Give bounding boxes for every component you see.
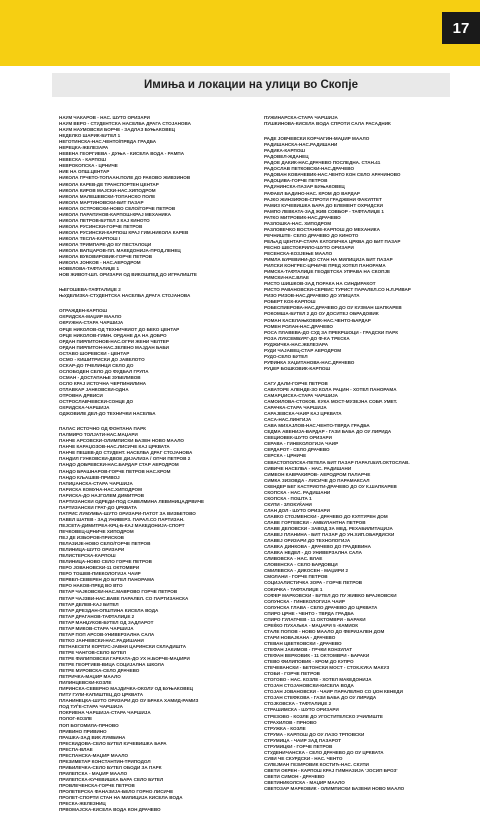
street-entry: САМОИЛОВА-СТОКОВ. КУКА МОСТ-МУЗЕЈНА СОБР. УМЕТ. (264, 399, 398, 405)
street-entry: РОМЕН РОЛАН-НАС.ДРАЧЕВО (264, 323, 333, 329)
page-number: 17 (442, 12, 480, 44)
street-entry: ОГРАЖДЕН-КАРПОШ (59, 308, 108, 314)
street-entry: ПРОЛЕТЕРСКА ФАНАЗИЈА-БЕЛО ГОРНО ЛИСИЧЕ (59, 789, 174, 795)
street-entry: ПЕЛИНИЦА-НОВО СЕЛО ГОРЧЕ ПЕТРОВ (59, 559, 152, 565)
street-entry: СЛОВЕНСКА - СЕЛО БАРДОВЦИ (264, 562, 338, 568)
street-entry: РОСА ПЛАВЕВА-ДО СУД ЗА ПРЕКРШОЦИ - ГРАДСКИ ПАРК (264, 329, 398, 335)
street-entry: СОФЕР МАРКОВСКИ - БУТЕЛ ДО ПУ ЖИВКО БРАЈКОВСКИ (264, 592, 397, 598)
street-entry: СЛАВКА НЕДЕЛ - ДО УНИВЕРЗАЛНА САЛА (264, 550, 362, 556)
group-spacer (59, 278, 245, 287)
street-entry: ЊУДЕЛИЗКА-СТУДЕНТСКА НАСЕЛБА ДРАГА СТОЈАНОВА (59, 293, 191, 299)
street-entry: ОСКАР-ДО ПЧЕЛИНЦИ СЕЛО ДО (59, 362, 134, 368)
street-entry: РИМСКА-ТАФТАЛИЏЕ ГЕОДЕТСКА УПРАВА НА СКОПЈЕ (264, 269, 391, 275)
street-entry: СВЕТИ СИМОН - ДРАЧЕВО (264, 773, 325, 779)
street-entry: ПЕТРЕ МУРОВСКА-СЕЛО ДРАЧЕВО (59, 668, 140, 674)
street-entry: СТАРИ НОВАЈКАНА - ДРАЧЕВО (264, 634, 336, 640)
street-entry: СЛАВЕЈ ОРИЗАРИ ДО ТЕХНОЛОГИЈА (264, 538, 351, 544)
street-list-left-column (59, 115, 245, 813)
street-entry: ПАНЧЕ АРСОВСКИ-ОЛИМПИСКИ БАЗЕН НОВО МААЛО (59, 438, 184, 444)
street-entry: ПРОВЛЕЧЕНСКА-ГОРЧЕ ПЕТРОВ (59, 782, 135, 788)
street-entry: ОРЦЕ НИКОЛОВ-ОД ТЕХНИЧКИОТ ДО БЕКО ЦЕНТАР (59, 326, 180, 332)
street-entry: НИКОЛА ПАРАПУНОВ-КАРПОШ-КРАЈ МЕХАНИКА (59, 211, 171, 217)
street-entry: ПАЛАС ИСТОЧНО ОД ФОНТАНА ПАРК (59, 426, 146, 432)
street-entry: САВАТОРЕ АЛЕНДЕ-ЗО КОЛА РАЦИН - ХОТЕЛ ПАНОРАМА (264, 386, 397, 392)
street-entry: РАДЕ ЈОВЧЕВСКИ КОРЧАГИН-МАЏИР МААЛО (264, 136, 370, 142)
street-entry: СЛАВКА ДИНКОВА - ДРАЧЕВО ДО ГРАДЕВИНА (264, 544, 371, 550)
street-entry: СИМЕОН КАВРАКИРОВ- АЕРОДРОМ ПАЛАРЧЕ (264, 471, 371, 477)
street-entry: ОРДАН ПИРЛИТОН-НАС.ЗЕЛЕНО МАЈДАН БАБИ (59, 344, 169, 350)
street-entry: РОКОМША-БУТЕЛ 2 ДО ОУ ДОСИТЕЈ ОБРАДОВИК (264, 311, 379, 317)
street-entry: ОСЛО КРАЈ ИСТОЧНА ЧЕРПИНИЛИНА (59, 380, 147, 386)
street-entry: РАДОЦИВА-ГОРЧЕ ПЕТРОВ (264, 178, 328, 184)
street-entry: ОДЖОВИЛЕ ДЕЛ-ДО ТЕХНИЧКИ НАСЕЛБА (59, 411, 156, 417)
street-entry: РУДИ ЧАЈАВЕЦ-СТАР АЕРОДРОМ (264, 347, 342, 353)
street-entry: ПЕТРЕ ФИЛИПОВСКИ ГАРКАТА-ДО УХ Н.БОРЧЕ-МАЏИРИ (59, 655, 190, 661)
street-entry: РАДОЕ ДАКИК-НАС.ДРАЧЕВО ПОСЛЕДНА. СТАН.41 (264, 160, 381, 166)
street-entry: ПАРИСКА КОМУНА-НАС.ХИПОДРОМ (59, 486, 142, 492)
street-entry: СТОЈАН ЈОВАНОВСКИ - ЧАИР ПАРАЛЕЛНО СО ЏОН КЕНЕДИ (264, 689, 403, 695)
street-entry: ОСЛОБОДЕН СЕЛО ДО ФУДБАЛ ГРУПА (59, 368, 149, 374)
street-entry: СКУПИ - ЗЛОКУЌАНИ (264, 501, 312, 507)
street-entry: СТРУЖКА - КОЗЛЕ (264, 725, 306, 731)
street-entry: СЛАВЕ ГОРГЕВСКИ - АМБУЛАНТНА ПЕТРОВ (264, 520, 366, 525)
street-entry: ПРИБИЛЕЧКА-СЕЛО БУТЕЛ ОБОДИ ЗА ПАРК (59, 764, 162, 770)
street-entry: НИКОЛА ГРЧЕТО-ТОПААН.ПОЛЕ ДО РАКОВО ЖИВЗИНОВ (59, 175, 191, 181)
street-entry: ПАНЧЕ ПЕШЕВ-ДО СТУДЕНТ. НАСЕЛБА ДРАГ СТОЈАНОВА (59, 450, 193, 456)
street-entry: РАМИЗ КУЧЕВИШКА БАРА ДО ЕЛЕМЕНТ ОХРИДСКИ (264, 202, 383, 208)
street-entry: ОКРУЖНА-СТАРА ЧАРШИЈА (59, 320, 124, 326)
street-entry: ПЕТАР ДРЕЗДАН-ОПШТИНА КИСЕЛА ВОДА (59, 607, 159, 613)
street-entry: ПАТРИС ЛУМУМБА-ШУТО ОРИЗАРИ-ПАТОТ ЗА ВИЗБЕТОВО (59, 510, 196, 516)
street-entry: СТРУМИЦА - ЧАИР ЗАД ПАЗАРОТ (264, 737, 342, 743)
street-entry: ПЕТРИЧКА-МАЏИР МААЛО (59, 674, 121, 680)
street-entry: РЕСЕНСКА-КОЗЈЕЊЕ МААЛО (264, 250, 333, 256)
street-entry: РИЗО РИЗОВ-НАС.ДРАЧЕВО ДО УЛИЦАТА (264, 293, 360, 299)
street-entry: ПРЕСПА-ВЛАЕ (59, 746, 93, 752)
group-spacer (59, 299, 245, 308)
street-entry: СТЕФАН ВЕРКОВИК - 11 ОКТОМВРИ - БАРАКИ (264, 653, 370, 659)
street-entry: ПЕЧКОВЕЦ-ЦРНИЧЕ ХИПОДРОМ (59, 529, 134, 534)
street-entry: НИКОЛА ТЕСЛА-КАРПОШ І (59, 235, 121, 241)
group-spacer (59, 417, 245, 426)
street-entry: НИКОЛА ОСТРОВСКИ-НОВО СЕЛО/ГОРЧЕ ПЕТРОВ (59, 205, 176, 211)
street-entry: СЛИВОВСКА - НАС. ВЛАЕ (264, 556, 323, 562)
street-entry: СТЕВАН ЦВЕТКОВСКИ - ДРАЧЕВО (264, 640, 342, 646)
street-entry: СТОЈАН СТЕФКОВА - ГАЗИ БАБА ДО ОУ ЛИРИДА (264, 695, 377, 701)
street-entry: ПЕЛИСТЕРСКА-КАРПОШ (59, 553, 116, 559)
street-entry: ПЕТРЕ ГЕОРГИЕВ-ВИЦА СОЦИЈАЛНА ШКОЛА (59, 662, 165, 668)
street-entry: НАУМ ВЕРО - СТУДЕНТСКА НАСЕЛБА ДРАГА СТОЈАНОВА (59, 121, 191, 127)
street-entry: РАЈКО ЖИНЗИФОВ-СПРОТИ ГРАДЖЕНИ ФАКУЛТЕТ (264, 196, 382, 202)
street-entry: САВА МИХАЈЛОВ-НАС.ЧЕНТО-ТВРДА ГРАДБА (264, 423, 370, 429)
street-entry: СОЦИЈАЛИСТИЧКА ЗОРА - ГОРЧЕ ПЕТРОВ (264, 580, 363, 586)
street-entry: СКЕНДЕР БЕГ КАСТРИОТИ-ДРАЧЕВО ДО ОУ К.ШАПКАРЕВ (264, 483, 397, 489)
street-entry: СЕВАСТОПОЛСКА-ПЕТЕЛА БИТ ПАЗАР ПАРАЛ.БУЛ.ОКТОСЛАВ. (264, 459, 410, 465)
street-entry: РАДОВЕЛ-ЖДАНЕЦ (264, 154, 309, 160)
street-entry: ПУШКИНОВА-КИСЕЛА ВОДА СПРОТИ САЛА РАСАДНИК (264, 121, 391, 127)
street-entry: САРАЧКА-СТАРА ЧАРШИЈА (264, 405, 327, 411)
street-entry: СОЛУНСКА ГЛАВА - СЕЛО ДРАЧЕВО ДО ЦРКВАТА (264, 604, 378, 610)
street-entry: РАЗЛОВЕЧКО ВОСТАНИЕ-КАРПОШ ДО МЕХАНИКА (264, 226, 380, 232)
street-entry: СЕДМА АВЕНИЈА-ВАРДАР - ГАЗИ БАБА ДО ОУ ЛИРИДА (264, 429, 392, 435)
section-title: Имиња и локации на улици во Скопје (144, 79, 358, 91)
street-entry: ПИЛИНЦЕВСКИ-КОЗЛЕ (59, 680, 112, 686)
street-entry: ПОП БОГОМИЛА-ПРНОВО (59, 722, 119, 728)
street-entry: СЛАВЕ ДЕЛОВСКИ - ЗАВОД ЗА МЕД. РЕХАБИЛИТАЦИЈА (264, 526, 393, 532)
street-entry: СТОЈАН СТОЈАНОВСКИ-КИСЕЛА ВОДА (264, 683, 354, 689)
street-entry: САГУ ДАЛИ-ГОРЧЕ ПЕТРОВ (264, 380, 328, 386)
street-entry: ОСТРОСЛАВЧЕВСКИ-СОНЦЕ ДО (59, 399, 134, 405)
street-entry: ОТРОВНА ДРВИСИ (59, 393, 103, 399)
street-entry: САМАРЏИСКА-СТАРА ЧАРШИЈА (264, 393, 338, 399)
street-entry: НЕДЕЛКО ШАРИК-БУТЕЛ 1 (59, 133, 121, 139)
street-entry: РАМПО ЛЕВКАТА-ЗАД ЖИВ СОВБОР - ТАФТАЛИЏЕ 1 (264, 208, 384, 214)
street-entry: ОТЛАВКАР ЈАНКОВСКИ-ОДНА (59, 386, 129, 392)
street-entry: СУЛЕЈМАН ГЕЗИРОВИК КОСТИЋ-НАС. СКУПИ (264, 761, 369, 767)
street-entry: ЊЕГОШЕВА-ТАФТАЛИЏЕ 2 (59, 287, 121, 293)
street-entry: ПАПИЏАНСКА-СТАРА ЧАРШИЈА (59, 480, 133, 486)
street-entry: ПИТУ ГУЛИ-КАПИШТЕЦ ДО ЦРКВАТА (59, 692, 144, 698)
street-entry: РЕЧНИШТЕ- СЕЛО ДРАЧЕВО ДО КИНОТО (264, 232, 359, 238)
street-entry: СТУДЕНИЧАНСКА - СЕЛО ДРАЧЕВО ДО ОУ ЦРКВАТА (264, 749, 384, 755)
street-entry: СТОЈКОВСКА - ТАФТАЛИЏЕ 2 (264, 701, 332, 707)
street-entry: ПУЖИНАРСКА-СТАРА ЧАРШИЈА (264, 115, 338, 120)
street-entry: СТРАШИМСКА - ШУТО ОРИЗАРИ (264, 707, 339, 713)
street-entry: ПЕТАР МАНЏУКОВ-БУТЕЛ ОД ЗАДЛАРОТ (59, 619, 154, 625)
street-entry: ПОД ТУЃЕ-СТАРА ЧАРШИЈА (59, 704, 123, 710)
street-entry: ПРВОМАЈСКА-КИСЕЛА ВОДА КОН ДРАЧЕВО (59, 807, 161, 813)
street-entry: НИКОЛА РУСИНСКИ-ГОРЧЕ ПЕТРОВ (59, 223, 143, 229)
street-entry: СТРЕЗОВО - КОЗЛЕ ДО УГОСТИТЕЛСКО УЧИЛИШТЕ (264, 713, 383, 719)
street-entry: НИКОЛА МАРТИНОВСКИ-БИТ ПАЗАР (59, 199, 144, 205)
street-entry: СТРАХИЛОВ - ПРНОВО (264, 719, 317, 725)
street-entry: ПРЕСКИДОВА-СЕЛО БУТЕЛ КУЧЕВИШКА БАРА (59, 740, 167, 746)
street-entry: СТЕЧЕВАНСКИ - БЕТОНСКИ МОСТ - СТОК.КУКА МАКУЗ (264, 665, 390, 671)
street-entry: СМИЛЕВСКА - ДИКОСЕН - МАЏИРИ 2 (264, 568, 349, 574)
street-entry: ПЕТАР ЧАЈЗВИ-НАС.ВАВЕ ПАРАЛЕЛ. СО ПАРТИЗАНСКА (59, 595, 189, 601)
street-entry: РИСТО ШИШКОВ-ЗАД ПОРАКА НА СИНДИРАКОТ (264, 281, 376, 287)
street-entry: НИКОЛА МАЛЕШЕВСКИ-ТОПАНСКО ПОЛЕ (59, 193, 156, 199)
section-title-bar (52, 73, 450, 97)
street-entry: НИКОЛА ВУКОВИРОВИК-ГОРЧЕ ПЕТРОВ (59, 254, 153, 260)
street-entry: ПЕРО ТОШЕВ-ПИЕКОЛОГИЈА ЧАИР (59, 571, 141, 577)
street-entry: ПЕТРЕ ЧАНГОВ-СЕЛО БУТЕЛ (59, 649, 126, 655)
street-entry: СЛАН ДОЛ - ШУТО ОРИЗАРИ (264, 507, 330, 513)
street-entry: ПАНДО БРАШНАРОВ-ГОРЧЕ ПЕТРОВ НАС.КРОМ (59, 468, 171, 474)
street-entry: ПРЕЗИМЕТАР КОНСТАНТИН-ТРИПОДОЛ (59, 758, 151, 764)
group-spacer (264, 127, 450, 136)
street-entry: НАУМ ЧАКАРОВ - НАС. ШУТО ОРИЗАРИ (59, 115, 150, 120)
street-entry: НЕВЕНА ГЕОРГИЕВА - ДУЊА - КИСЕЛА ВОДА - РАМПА (59, 151, 185, 157)
street-entry: СТЕВО ФИЛИПОВИК - КРОМ ДО КУПРО (264, 659, 354, 665)
street-entry: НИКОЛА КИРОВ МАЈСКИ-НАС.ХИПОДРОМ (59, 187, 156, 193)
street-entry: РОБЕСПИЕРОВА-НАС.ДРАЧЕВО ДО ОУ КУЗМАН ШАПКАРЕВ (264, 305, 402, 311)
street-entry: ПЕТАР ПОП АРСОВ-УНИВЕРЗАЛНА САЛА (59, 631, 155, 637)
street-entry: ПАВЕЛ ШАТЕВ - ЗАД УНИВЕРЗ. ПАРАЛ.СО ПАРТИЗАН. (59, 516, 185, 522)
street-entry: РИМЛА БУРЕВИНИ-ДО СТАН НА МИЛИЦИЈА БИТ ПАЗАР (264, 257, 393, 263)
street-entry: ПРИЛЕПСКА-КУЧЕВИШКА БАРА СЕЛО БУТЕЛ (59, 776, 164, 782)
street-entry: САСА-НАС.ЛИНГИЈА (264, 417, 312, 423)
street-entry: СВЕТИНИКОЛСКА - МАЏИР МААЛО (264, 780, 345, 786)
street-entry: РУДЖИЧКА-НАС.ЖЕЛЕЗАРА (264, 341, 329, 347)
street-entry: НЕРЕЦКА-ЖЕЛЕЗАРА (59, 145, 109, 151)
street-entry: ПЕРО НАКОВ-ПРЕД ВО ВТО (59, 583, 123, 589)
street-entry: СТОБИ - ГОРЧЕ ПЕТРОВ (264, 671, 320, 677)
street-entry: РАФАЕЛ БАДИНО-НАС. КРОМ ДО ВАРДАР (264, 190, 360, 196)
street-entry: ОСТАВО ШОРЕВСКИ - ЦЕНТАР (59, 350, 130, 356)
street-entry: НИКОЛА ПЕТРОВ-БУТЕЛ 2 КАЈ КИНОТО (59, 217, 150, 223)
street-entry: СВЕТОЗАР МАРКОВИК - ОЛИМПИСКИ БАЗЕНИ НОВО МААЛО (264, 786, 405, 792)
street-entry: РЕЉАД ЦЕНТАР-СТАРА КАТОЛИЧКА ЦРКВА ДО БИТ ПАЗАР (264, 238, 401, 244)
street-entry: ОСМО - КИШИТРИСКИ ДО ЈАВЕЛОТО (59, 356, 145, 362)
street-entry: СКОПСКА - ПОШТА 1 (264, 495, 312, 501)
street-entry: СТАЛЕ ПОПОВ - НОВО МААЛО ДО ФЕРИЈАЛЕН ДОМ (264, 628, 385, 634)
street-entry: НИКОЛА ЈОНКОВ - НАС.АЕРОДРОМ (59, 260, 141, 266)
street-entry: РУДО-СЕЛО БУТЕЛ (264, 353, 308, 359)
street-entry: РАДИКА-КАРПОШ (264, 148, 306, 154)
street-entry: ПЕЈ ДЕ ИЗБОРОВ-ПРИСКОВ (59, 535, 124, 541)
street-entry: СКОПСКА - НАС. РАДИШАНИ (264, 489, 331, 495)
street-entry: ОРЦЕ НИКОЛОВ-ГИМН. ОРДАНЕ ДА НА ДОБРО (59, 332, 167, 338)
street-entry: НОВ ЖИВОТ-ШЛ. ОРИЗАРИ ОД ВИКОШПЕД ДО ИГРАЛИШТЕ (59, 272, 197, 278)
street-entry: ОРДАН ПИРЛИТОНОВ-НАС.ОГРИ ЖЕНИ ЧЕЛТЕР (59, 338, 169, 344)
street-entry: СЛАВКО СТОЈМЕНСКИ - ДРАЧЕВО ДО КУЛТУРЕН ДОМ (264, 513, 388, 519)
street-entry: ОХРИДСКА-ЧАРШИЈА (59, 405, 110, 411)
street-entry: СУВИ ЧЕ СКУРДСКИ - НАС. ЧЕНТО (264, 755, 343, 761)
street-entry: СЛАВЕЈ ПЛАНИНА - БИТ ПАЗАР ДО УН.ХИП.ОБАРДИСКИ (264, 532, 395, 538)
street-entry: ПОЛОГ-КОЗЛЕ (59, 716, 93, 722)
street-entry: ПЕТАР ЧАЈКОВСКИ-НАС.МАВРОВО ГОРЧЕ ПЕТРОВ (59, 589, 178, 595)
street-entry: ПАРТИЗАНСКИ ОДРЕДИ-ПОД САВЕЛМИНА ЛЕВИНИЦАДРВИЧЕ (59, 498, 205, 504)
street-entry: ПАЛМИРО ТОЛЈАТИ-НАС.МАЏАРИ (59, 432, 138, 438)
street-entry: НЕГОТИНСКА-НАС.ЧЕНТО/ПРВДА ГРАДБА (59, 139, 157, 145)
street-entry: САРАЈЕВСКА-ЧАИР КАЈ ЦРКВАТА (264, 411, 342, 417)
street-entry: ПЕРО ЈОВАНОВСКИ-11 ОКТОМВРИ (59, 565, 140, 571)
street-entry: СОЛУНСКА - ГИНЕКОЛОГИЈА ЧАИР (264, 598, 345, 604)
street-entry: НИКОЛА КАРЕВ-ДЕ ТРАНСПОРТЕН ЦЕНТАР (59, 181, 159, 187)
street-entry: РИМСКИ-НАС.ВЛАЕ (264, 275, 310, 281)
street-entry: ПРИЛЕПСКА - МАЏИР МААЛО (59, 770, 128, 776)
street-entry: РОБЕРТ КОХ-КАРПОШ (264, 299, 316, 305)
street-entry: ОХРИДСКА-МАЏИР МААЛО (59, 314, 122, 320)
street-entry: ПРАШКА-ЗАД ВИК ЛУМБИНА (59, 734, 126, 740)
street-entry: НИКОЛА ВАПЦАРОВ-ПЛ. МАКЕДОНИЈА-ПРОД.ЛЕНЕЦ (59, 248, 181, 254)
street-entry: НИКОЛА ТРИМПАРЕ-ДО ЕУ ПЕСТАЛОЦИ (59, 241, 152, 247)
street-entry: НАУМ НАУМОВСКИ БОРЧЕ - ЗАДЛАЗ БУЊАКОВЕЦ (59, 127, 175, 133)
street-entry: РИЛСКИ КОНГРЕС-ЦРНИЧЕ ПРЕД ХОТЕЛ ПАНОРАМА (264, 263, 386, 269)
street-entry: ПЕТКО ЈАНЧЕВСКИ-НАС.РАДИШАНИ (59, 637, 144, 643)
street-entry: СМОЛАНИ - ГОРЧЕ ПЕТРОВ (264, 574, 328, 580)
street-entry: СПИРО ГУЛАПЧЕВ - 11 ОКТОМВРИ - БАРАКИ (264, 616, 366, 622)
street-entry: РАДОСЛАВ ПЕТКОВСКИ-НАС.ДРАЧЕВО (264, 166, 355, 172)
street-entry: РОЗА ЛУКСЕМБУРГ-ДО Ф-КА ТРЕСКА (264, 335, 350, 341)
street-entry: СВЕТИ ОКРЕН - КАРПОШ КРАЈ ГИМНАЗИЈА 'ЈОСИП БРОЗ' (264, 767, 398, 773)
street-entry: СПИРО ЦРНЕ - ЧЕНТО - ТВРДА ГРАДБА (264, 610, 354, 616)
street-entry: ПЛАНИНЕЦКА-ШУТО ОРИЗАРИ ДО ОУ БРАКА ХАМИД-РАМИЗ (59, 698, 199, 704)
street-entry: ПЕЛИНИЦА-ШУТО ОРИЗАРИ (59, 547, 125, 553)
street-entry: ПОКРИЕНА ЧАРШИЈА-СТАРА ЧАРШИЈА (59, 710, 151, 716)
street-entry: РАДИШАНСКА-НАС.РАДИШАНИ (264, 142, 338, 148)
street-entry: ПЕТАР ДРАГАНОВ-ТАФТАЛИЏЕ 2 (59, 613, 135, 619)
street-entry: ПРОЛЕТ-СПОРТИ СТАН НА МИЛИЦИЈА КИСЕЛА ВОДА (59, 795, 183, 801)
street-entry: ПЕЈСЕТА-ДИМИТРЕА-КРЦ-Б-КАЈ МАКЕДОНИЈА-СПОРТ (59, 522, 185, 528)
street-entry: ПРЕСКА-ЖЕЛЕЗНИЦ (59, 801, 106, 807)
street-entry: ПАРИСКА-ДО НАЈГОЛЕМ ДИМИТРОВ (59, 492, 145, 498)
street-entry: РУЏЕР БОШКОВИК-КАРПОШ (264, 365, 331, 371)
street-entry: ПЕТАР МИКОВ-СТАРА ЧАРШИЈА (59, 625, 134, 631)
street-entry: НЕВЕСКА - КАРПОШ (59, 157, 106, 163)
street-entry: ПИРИНСКА-СЕВЕРНО МАЈДИЧКА-ОКОЛУ ОД БУЊАКОВЕЦ (59, 686, 194, 692)
street-entry: СТЕФАН ЈАКИМОВ - ГРЧКИ КОНЗУЛАТ (264, 646, 353, 652)
street-list-right-column (264, 115, 450, 792)
street-entry: СИМКА ЗИЗОВДА - ЛИСИЧЕ ДО ПАРАМАКСАЛ (264, 477, 370, 483)
street-entry: НОВЕЛОВА-ТАФТАЛИЏЕ 1 (59, 266, 120, 272)
street-entry: ПЕТНАЕСЕТИ КОРПУС-ЈАВНИ ЦАРИНСКИ СКЛАДИШТА (59, 643, 187, 649)
street-entry: РОМАН КАСЕЛАЊКОВИК-НАС.ЧЕНТО-БАРДАР (264, 317, 371, 323)
street-entry: СИВИЧЕ НАСЕЛБА - НАС. РАДИШАНИ (264, 465, 352, 471)
street-entry: ОСМАН - ДОСТАПАЊЕ ЗУБЕЛИВОВ (59, 374, 141, 380)
street-entry: ПАНДИЛ ГУНКОВСКИ-ДВОЕ ДИЈАЛИЗА / ОПЧИ ПЕТРОВ 2 (59, 456, 191, 462)
street-entry: РИСТО РАВАНОВСКИ-СЕРВИС ТУРИСТ ПАРАЛЕЛ.СО Н.Л.РИВАР (264, 287, 411, 293)
street-entry: НЕВРОКОПСКА - ЦРНИЧЕ (59, 163, 118, 169)
street-entry: ПАНДО ДОБРЕВСКИ-НАС.БАРДАР СТАР АЕРОДРОМ (59, 462, 179, 468)
group-spacer (264, 372, 450, 381)
street-entry: НИЕ НА ОПШ.ЦЕНТАР (59, 169, 110, 175)
street-entry: СОКИЧКА - ТАФТАЛИЏЕ 1 (264, 586, 323, 592)
street-entry: РАДОВАН КОВАЧЕВИК-НАС.ЧЕНТО КОН СЕЛО АРАЧИНОВО (264, 172, 401, 178)
header-strip (0, 0, 480, 66)
street-entry: ПЕТАР ДЕЛЕВ-КАЈ БИТЕЛ (59, 601, 119, 607)
street-entry: СЕЕЦИОВЕК-ШУТО ОРИЗАРИ (264, 435, 332, 441)
street-entry: ПАНЧЕ КАРАЏОЗОВ-НАС.ЛИСИЧЕ КАЈ ЦРКВАТА (59, 444, 170, 450)
street-entry: ПЕЛАЗИЈЕ-НОВО СЕЛО/ГОРЧЕ ПЕТРОВ (59, 541, 151, 547)
street-entry: СЕРАВА - ГИНЕКОЛОГИЈА ЧАИР (264, 441, 339, 447)
street-entry: ПАНДО КЉАШЕВ-ПРИВОЈ (59, 474, 120, 480)
street-entry: РАЗЛОШКА-НАС. ХИПОДРОМ (264, 220, 332, 226)
street-entry: СЕРДАРОТ - СЕЛО ДРАЧЕВО (264, 447, 330, 453)
street-entry: СТРУМИЦКИ - ГОРЧЕ ПЕТРОВ (264, 743, 333, 749)
street-entry: РАТКО МИТРОВИК-НАС.ДРАЧЕВО (264, 214, 341, 220)
street-entry: ПРИВИНО ПРИВИНО (59, 728, 107, 734)
street-entry: РЕСНО ШЕСТОКРИЛО-ШУТО ОРИЗАРИ (264, 244, 354, 250)
street-entry: ПАРТИЗАНСКИ ГРАТ-ДО ЏРКВАТА (59, 504, 137, 510)
street-entry: СТРУМА - КАРПОШ ДО ОУ ЛАЗО ТРПОВСКИ (264, 731, 365, 737)
street-entry: СРЕЌКО ПУХАЉКА - МАЏАРИ 5 -КАМИОК (264, 622, 359, 628)
street-entry: СТОГОВО - НАС. КОЗЛЕ - ХОТЕЛ МАКЕДОНИЈА (264, 677, 372, 683)
street-entry: СЕРСКА - ЦРНИЧЕ (264, 453, 307, 459)
street-entry: ПЕРВЕЛ-СЕВЕРЕН ДО БУТЕЛ ПАНОРАМА (59, 577, 155, 583)
street-entry: ПРЕСПАНСКА-МАЏИР МААЛО (59, 752, 129, 758)
street-entry: НИКОЛА РУСИНСКИ-КАРПОШ КРАЈ ГИМ.НИКОЛА КАРЕВ (59, 229, 189, 235)
street-entry: РАДУНИНСКА-ПАЗАР БУЊАКОВЕЦ (264, 184, 345, 190)
street-entry: РУФИНКА ХАЏИТАНОВА-НАС.ДРАЧЕВО (264, 359, 355, 365)
